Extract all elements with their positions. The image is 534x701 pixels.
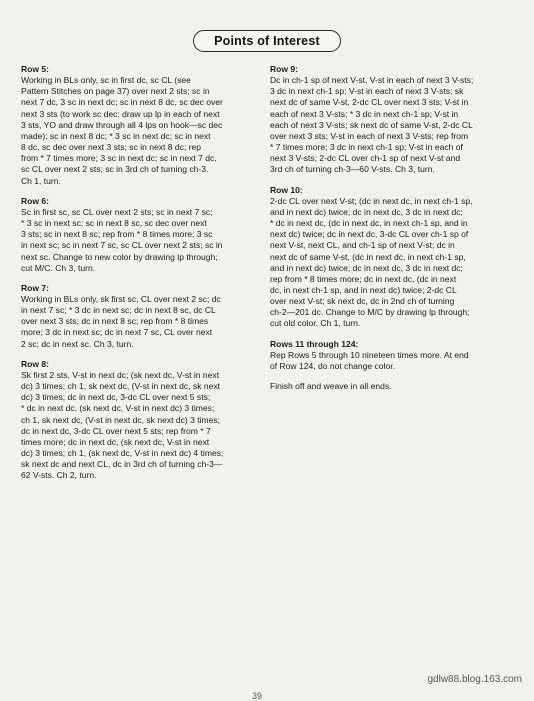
section-instructions: 2-dc CL over next V-st; (dc in next dc, in next ch-1 sp, and in next dc) twice; dc in next dc, 3 dc in next dc; * dc in next dc, (dc in next dc, in next ch-1 sp, and in next dc) twice; dc in next dc, 3-dc CL over ch-1 sp of next V-st, next CL, and ch-1 sp of next V-st; dc in next dc of same V-st, (dc in next dc, in next ch-1 sp, and in next dc) twice; dc in next dc, 3 dc in next dc; rep from * 8 times more; dc in next dc, (dc in next dc, in next ch-1 sp, and in next dc) twice; 2-dc CL over next V-st; sk next dc, dc in 2nd ch of turning ch-2—201 dc. Change to M/C by drawing lp through; cut old color. Ch 1, turn.: [270, 195, 473, 329]
section-heading: Rows 11 through 124:: [270, 338, 359, 349]
section-heading: Row 10:: [270, 184, 303, 195]
watermark: gdlw88.blog.163.com: [427, 674, 522, 685]
section-instructions: Sk first 2 sts, V-st in next dc; (sk next dc, V-st in next dc) 3 times; ch 1, sk next dc, (V-st in next dc, sk next dc) 3 times; dc in next dc, 3-dc CL over next 5 sts; * dc in next dc, (sk next dc, V-st in next dc) 3 times; ch 1, sk next dc, (V-st in next dc, sk next dc) 3 times; dc in next dc, 3-dc CL over next 5 sts; rep from * 7 times more; dc in next dc, (sk next dc, V-st in next dc) 3 times; ch 1, (sk next dc, V-st in next dc) 4 times; sk next dc and next CL, dc in 3rd ch of turning ch-3— 62 V-sts. Ch 2, turn.: [21, 369, 224, 481]
page-title: Points of Interest: [193, 30, 341, 52]
row-10-section: [270, 185, 515, 330]
section-heading: Row 9:: [270, 64, 299, 74]
section-instructions: Working in BLs only, sk first sc, CL over next 2 sc; dc in next 7 sc; * 3 dc in next sc; dc in next 8 sc, dc CL over next 3 sts; dc in next 8 sc; rep from * 8 times more; 3 dc in next sc; dc in next 7 sc, CL over next 2 sc; dc in next sc. Ch 3, turn.: [21, 293, 221, 349]
finishing-note: Finish off and weave in all ends.: [270, 381, 392, 392]
row-9-section: [270, 64, 515, 176]
left-column: [21, 64, 265, 490]
section-instructions: Sc in first sc, sc CL over next 2 sts; sc in next 7 sc; * 3 sc in next sc; sc in next 8 sc, sc dec over next 3 sts; sc in next 8 sc; rep from * 8 times more; 3 sc in next sc; sc in next 7 sc, sc CL over next 2 sts; sc in next sc. Change to new color by drawing lp through; cut M/C. Ch 3, turn.: [21, 206, 223, 273]
section-heading: Row 8:: [21, 358, 50, 369]
section-instructions: Rep Rows 5 through 10 nineteen times more. At end of Row 124, do not change color.: [270, 349, 469, 371]
row-6-section: [21, 196, 265, 274]
right-column: [270, 64, 515, 401]
section-heading: Row 7:: [21, 282, 50, 293]
section-heading: Row 5:: [21, 64, 50, 74]
page-number: 39: [252, 691, 263, 701]
section-instructions: Dc in ch-1 sp of next V-st, V-st in each of next 3 V-sts; 3 dc in next ch-1 sp; V-st in each of next 3 V-sts; sk next dc of same V-st, 2-dc CL over next 3 sts; V-st in each of next 3 V-sts; * 3 dc in next ch-1 sp; V-st in each of next 3 V-sts; sk next dc of same V-st, 2-dc CL over next 3 sts; V-st in each of next 3 V-sts; rep from * 7 times more; 3 dc in next ch-1 sp; V-st in each of next 3 V-sts; 2-dc CL over ch-1 sp of next V-st and 3rd ch of turning ch-3—60 V-sts. Ch 3, turn.: [270, 75, 474, 175]
row-8-section: [21, 359, 265, 482]
rows-11-124-section: [270, 339, 515, 372]
row-5-section: [21, 64, 265, 187]
section-heading: Row 6:: [21, 195, 50, 206]
row-7-section: [21, 283, 265, 350]
section-instructions: Working in BLs only, sc in first dc, sc CL (see Pattern Stitches on page 37) over next 2 sts; sc in next 7 dc, 3 sc in next dc; sc in next 8 dc, sc dec over next 3 sts (to work sc dec: draw up lp in each of next 3 sts, YO and draw through all 4 lps on hook—sc dec made); sc in next 8 dc; * 3 sc in next dc; sc in next 8 dc, sc dec over next 3 sts; sc in next 8 dc; rep from * 7 times more; 3 sc in next dc; sc in next 7 dc, sc CL over next 2 sts; sc in 3rd ch of turning ch-3. Ch 1, turn.: [21, 75, 223, 186]
